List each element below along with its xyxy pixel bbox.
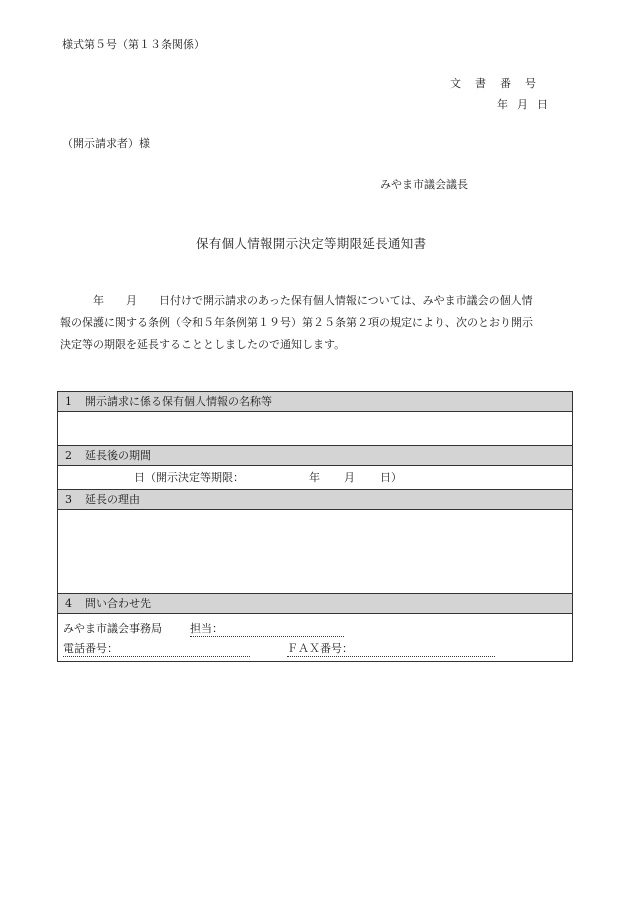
contact-fax-label: ＦＡＸ番号： bbox=[287, 642, 353, 655]
contact-person-label: 担当： bbox=[190, 622, 223, 635]
body-line: 決定等の期限を延長することとしましたので通知します。 bbox=[60, 338, 346, 351]
section-body-requested-info bbox=[58, 412, 572, 446]
period-year-label: 年 bbox=[309, 471, 320, 484]
section-header-extension-reason bbox=[58, 490, 572, 510]
document-title: 保有個人情報開示決定等期限延長通知書 bbox=[196, 236, 427, 251]
section-header-extended-period bbox=[58, 446, 572, 466]
body-line: 年 月 日付けで開示請求のあった保有個人情報については、みやま市議会の個人情 bbox=[60, 294, 533, 307]
section-body-contact bbox=[58, 614, 572, 661]
period-day-label: 日（開示決定等期限： bbox=[134, 471, 244, 484]
section-header-requested-info bbox=[58, 392, 572, 412]
section-number: 4 bbox=[65, 597, 72, 610]
recipient-label: （開示請求者）様 bbox=[62, 137, 150, 150]
section-label: 開示請求に係る保有個人情報の名称等 bbox=[85, 395, 272, 408]
section-label: 延長後の期間 bbox=[85, 449, 151, 462]
contact-phone-field bbox=[63, 640, 250, 657]
section-header-contact bbox=[58, 594, 572, 614]
contact-person-field bbox=[190, 620, 344, 637]
period-day-close-label: 日） bbox=[380, 471, 402, 484]
section-number: 3 bbox=[65, 493, 72, 506]
document-number-label: 文書番号 bbox=[450, 77, 550, 90]
body-line: 報の保護に関する条例（令和５年条例第１９号）第２５条第２項の規定により、次のとおり開示 bbox=[60, 316, 533, 329]
contact-office-label: みやま市議会事務局 bbox=[63, 622, 162, 635]
section-body-extended-period bbox=[58, 466, 572, 490]
section-label: 問い合わせ先 bbox=[85, 597, 151, 610]
body-paragraph bbox=[60, 290, 572, 356]
document-date-label: 年月日 bbox=[497, 98, 557, 111]
period-month-label: 月 bbox=[344, 471, 355, 484]
notice-table bbox=[57, 391, 573, 662]
contact-phone-label: 電話番号： bbox=[63, 642, 118, 655]
section-label: 延長の理由 bbox=[85, 493, 140, 506]
contact-fax-field bbox=[287, 640, 495, 657]
section-number: 2 bbox=[65, 449, 72, 462]
section-body-extension-reason bbox=[58, 510, 572, 594]
section-number: 1 bbox=[65, 395, 72, 408]
sender-label: みやま市議会議長 bbox=[380, 178, 468, 191]
form-number-label: 様式第５号（第１３条関係） bbox=[62, 38, 205, 51]
